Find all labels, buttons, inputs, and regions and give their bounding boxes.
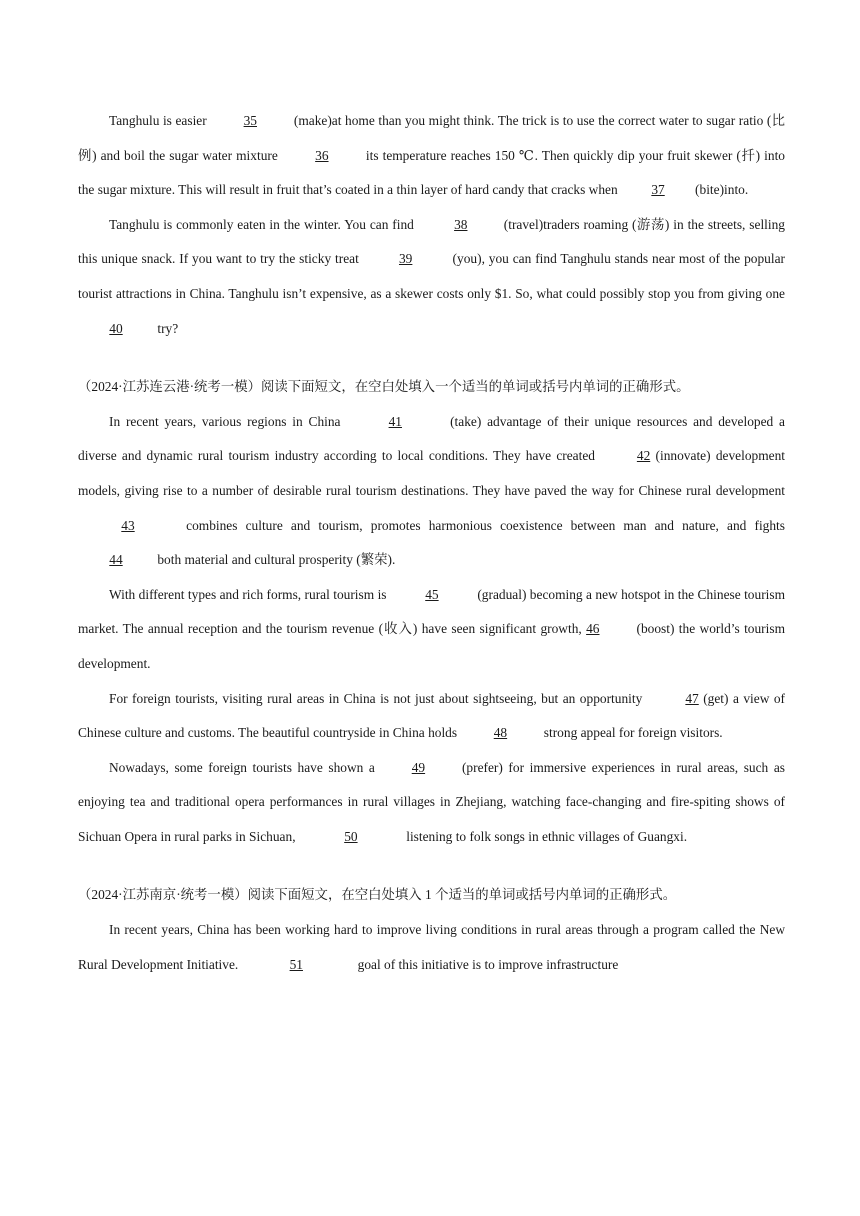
text-run: (get) a view of Chinese culture and customs. The beautiful countryside in China holds — [78, 690, 785, 741]
answer-blank-50: 50 — [344, 828, 358, 844]
text-run: (prefer) for immersive experiences in rural areas, such as enjoying tea and traditional opera performances in rural villages in Zhejiang, watching face-changing and fire-spiting shows of Sichuan Opera in rural parks in Sichuan, — [78, 759, 785, 844]
answer-blank-36: 36 — [315, 147, 329, 163]
text-run: its temperature reaches 150 ℃. Then quickly dip your fruit skewer (扦) into the sugar mixture. This will result in fruit that’s coated in a thin layer of hard candy that cracks when — [78, 147, 785, 198]
answer-blank-47: 47 — [685, 690, 699, 706]
document-page — [78, 104, 785, 982]
text-run: combines culture and tourism, promotes harmonious coexistence between man and nature, and fights — [178, 517, 785, 533]
text-run: Nowadays, some foreign tourists have shown a — [109, 759, 381, 775]
answer-blank-41: 41 — [388, 413, 402, 429]
text-run: For foreign tourists, visiting rural areas in China is not just about sightseeing, but an opportunity — [109, 690, 647, 706]
section-gap — [78, 346, 785, 370]
answer-blank-35: 35 — [243, 113, 257, 128]
exercise-source-heading — [78, 878, 785, 913]
text-run: (innovate) development models, giving rise to a number of desirable rural tourism destinations. They have paved the way for Chinese rural development — [78, 448, 785, 498]
answer-blank-44: 44 — [109, 552, 123, 568]
text-run: （2024·江苏南京·统考一模）阅读下面短文，在空白处填入 1 个适当的单词或括号内单词的正确形式。 — [78, 887, 677, 903]
passage-paragraph — [78, 751, 785, 855]
text-run: listening to folk songs in ethnic villages of Guangxi. — [402, 828, 688, 844]
answer-blank-48: 48 — [493, 725, 508, 741]
answer-blank-51: 51 — [289, 956, 303, 972]
answer-blank-39: 39 — [398, 251, 413, 267]
text-run: (bite)into. — [695, 182, 749, 198]
answer-blank-38: 38 — [454, 216, 468, 232]
answer-blank-42: 42 — [636, 448, 651, 464]
text-run: With different types and rich forms, rural tourism is — [109, 586, 390, 602]
text-run: Tanghulu is easier — [109, 113, 211, 128]
text-run: (you), you can find Tanghulu stands near most of the popular tourist attractions in China. Tanghulu isn’t expensive, as a skewer costs only $1. So, what could possibly stop you from giving one — [78, 251, 785, 301]
text-run: goal of this initiative is to improve infrastructure — [354, 956, 619, 972]
answer-blank-46: 46 — [586, 621, 600, 637]
passage-paragraph — [78, 682, 785, 751]
text-run: In recent years, various regions in China — [109, 413, 347, 429]
text-run: both material and cultural prosperity (繁荣). — [154, 552, 396, 568]
passage-paragraph — [78, 913, 785, 982]
text-run: Tanghulu is commonly eaten in the winter. You can find — [109, 216, 418, 232]
exercise-source-heading — [78, 370, 785, 405]
answer-blank-43: 43 — [121, 517, 135, 533]
text-run: (make)at home than you might think. The trick is to use the correct water to sugar ratio (比例) and boil the sugar water mixture — [78, 113, 785, 163]
answer-blank-49: 49 — [411, 759, 426, 775]
text-run: (take) advantage of their unique resources and developed a diverse and dynamic rural tourism industry according to local conditions. They have created — [78, 413, 785, 464]
passage-paragraph — [78, 104, 785, 208]
answer-blank-45: 45 — [425, 586, 439, 602]
text-run: (travel)traders roaming (游荡) in the streets, selling this unique snack. If you want to try the sticky treat — [78, 216, 786, 267]
section-gap — [78, 854, 785, 878]
text-run: （2024·江苏连云港·统考一模）阅读下面短文，在空白处填入一个适当的单词或括号内单词的正确形式。 — [78, 379, 690, 395]
passage-paragraph — [78, 405, 785, 578]
text-run: (boost) the world’s tourism development. — [78, 621, 785, 671]
text-run: In recent years, China has been working hard to improve living conditions in rural areas through a program called the New Rural Development Initiative. — [78, 922, 785, 972]
text-run: strong appeal for foreign visitors. — [540, 725, 723, 741]
text-run: try? — [154, 320, 179, 336]
answer-blank-40: 40 — [109, 320, 123, 336]
answer-blank-37: 37 — [651, 182, 665, 198]
text-run: (gradual) becoming a new hotspot in the Chinese tourism market. The annual reception and the tourism revenue (收入) have seen significant growth, — [78, 586, 785, 637]
passage-paragraph — [78, 208, 785, 346]
passage-paragraph — [78, 578, 785, 682]
